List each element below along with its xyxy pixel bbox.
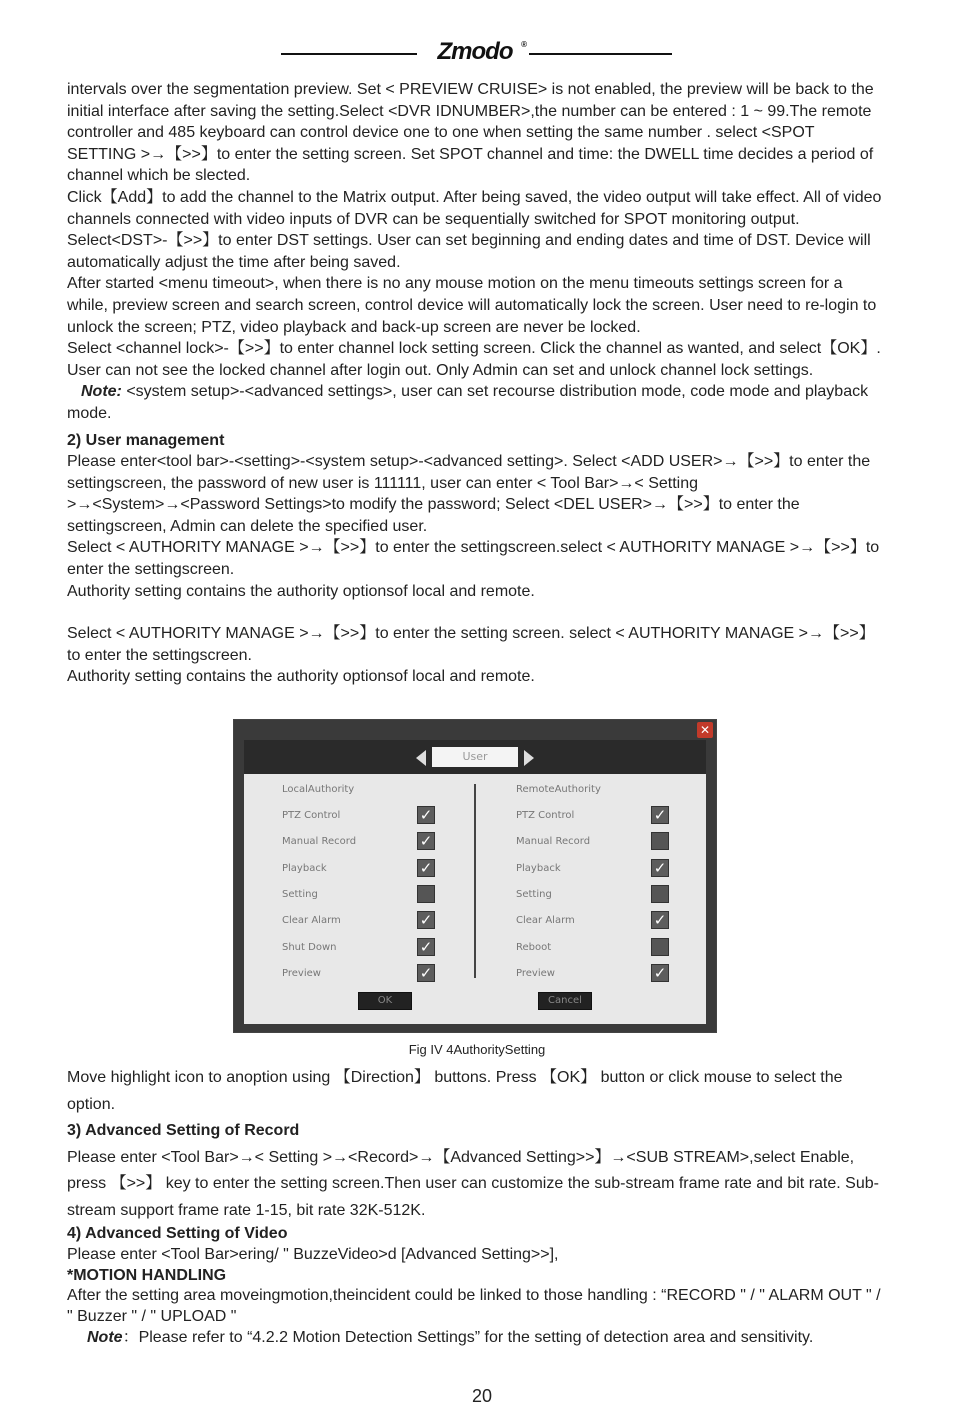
note-separator: ： — [122, 1328, 139, 1346]
dialog-titlebar — [234, 720, 716, 740]
local-authority-row-label: Playback — [282, 862, 327, 874]
local-authority-row-label: Manual Record — [282, 836, 357, 848]
local-authority-row-label: Setting — [282, 888, 318, 900]
cancel-button[interactable]: Cancel — [538, 992, 592, 1010]
remote-authority-checkbox[interactable]: ✓ — [651, 859, 669, 877]
paragraph: After started <menu timeout>, when there is no any mouse motion on the menu timeouts settings screen for a while, preview screen and search screen, control device will automatically lock the screen. User need to re-login to unlock the screen; PTZ, video playback and back-up screen are never be locked. — [67, 275, 877, 336]
paragraph: Select <channel lock>-【>>】to enter channel lock setting screen. Click the channel as wanted, and select【OK】. User can not see the locked channel after login out. Only Admin can set and unlock channel lock settings. — [67, 340, 881, 379]
paragraph: Select < AUTHORITY MANAGE >→【>>】to enter the settingscreen.select < AUTHORITY MANAGE >→【>>】to enter the settingscreen. — [67, 539, 880, 579]
arrow-right-icon[interactable] — [524, 750, 534, 766]
local-authority-checkbox[interactable]: ✓ — [417, 938, 435, 956]
paragraph: Please enter <Tool Bar>ering/ " BuzzeVideo>d [Advanced Setting>>], — [67, 1245, 559, 1263]
paragraph: Move highlight icon to anoption using 【Direction】 buttons. Press 【OK】 button or click mouse to select the option. — [67, 1069, 843, 1113]
dialog-frame-left — [234, 740, 244, 1032]
close-icon[interactable]: ✕ — [697, 722, 713, 738]
paragraph: Please enter <Tool Bar>→< Setting >→<Record>→【Advanced Setting>>】→<SUB STREAM>,select Enable, press 【>>】 key to enter the setting screen.Then user can customize the sub-stream frame rate and bit rate. Sub-stream support frame rate 1-15, bit rate 32K-512K. — [67, 1148, 879, 1219]
user-select-field[interactable]: User — [432, 747, 518, 767]
remote-authority-title: RemoteAuthority — [516, 784, 601, 795]
local-authority-checkbox[interactable]: ✓ — [417, 859, 435, 877]
ok-button[interactable]: OK — [358, 992, 412, 1010]
local-authority-row-label: Shut Down — [282, 941, 337, 953]
paragraph: After the setting area moveingmotion,theincident could be linked to those handling : “RECORD " / " ALARM OUT " / " Buzzer " / " UPLOAD " — [67, 1287, 881, 1326]
remote-authority-row-label: Playback — [516, 862, 561, 874]
remote-authority-checkbox[interactable]: ✓ — [651, 911, 669, 929]
note-label: Note: — [81, 383, 122, 401]
local-authority-row-label: Preview — [282, 967, 321, 979]
remote-authority-row-label: PTZ Control — [516, 810, 575, 821]
paragraph: Select < AUTHORITY MANAGE >→【>>】to enter the setting screen. select < AUTHORITY MANAGE >→【>>】to enter the settingscreen. — [67, 625, 875, 664]
remote-authority-checkbox[interactable]: ✓ — [651, 964, 669, 982]
note-text: Please refer to “4.2.2 Motion Detection Settings” for the setting of detection area and sensitivity. — [138, 1328, 814, 1346]
paragraph: Click【Add】to add the channel to the Matrix output. After being saved, the video output will take effect. All of video channels connected with video inputs of DVR can be sequentially switched for SPOT monitoring output. — [67, 188, 882, 228]
remote-authority-row-label: Manual Record — [516, 836, 591, 848]
paragraph: Please enter<tool bar>-<setting>-<system setup>-<advanced setting>. Select <ADD USER>→【>>】to enter the settingscreen, the password of new user is 111111, user can enter < Tool Bar>→< Setting >→<System>→<Password Settings>to modify the password; Select <DEL USER>→【>>】to enter the settingscreen, Admin can delete the specified user. — [67, 453, 871, 535]
note-paragraph — [67, 1328, 887, 1349]
remote-authority-row-label: Reboot — [516, 941, 552, 953]
brand-logo: Zmodo ® — [437, 38, 526, 65]
note-label: Note — [87, 1328, 123, 1346]
dialog-frame-right — [706, 740, 716, 1032]
local-authority-checkbox[interactable] — [417, 885, 435, 903]
remote-authority-checkbox[interactable] — [651, 885, 669, 903]
paragraph: intervals over the segmentation preview. Set < PREVIEW CRUISE> is not enabled, the preview will be back to the initial interface after saving the setting.Select <DVR IDNUMBER>,the number can be entered : 1 ~ 99.The remote controller and 485 keyboard can control device one to one when setting the same number . select <SPOT SETTING >→【>>】to enter the setting screen. Set SPOT channel and time: the DWELL time decides a period of channel which be slected. — [67, 81, 874, 185]
local-authority-checkbox[interactable]: ✓ — [417, 964, 435, 982]
dialog-frame-bottom — [234, 1024, 716, 1032]
header-rule-right — [529, 53, 672, 55]
header-rule-left — [281, 53, 417, 55]
section-heading: 4) Advanced Setting of Video — [67, 1225, 288, 1242]
record-settings-text — [67, 1065, 887, 1224]
local-authority-title: LocalAuthority — [282, 784, 355, 795]
paragraph: Authority setting contains the authority optionsof local and remote. — [67, 668, 535, 686]
remote-authority-checkbox[interactable] — [651, 938, 669, 956]
local-authority-checkbox[interactable]: ✓ — [417, 911, 435, 929]
intro-text — [67, 79, 887, 688]
local-authority-row-label: Clear Alarm — [282, 915, 341, 927]
remote-authority-row-label: Setting — [516, 888, 552, 900]
arrow-left-icon[interactable] — [416, 750, 426, 766]
remote-authority-checkbox[interactable]: ✓ — [651, 806, 669, 824]
remote-authority-checkbox[interactable] — [651, 832, 669, 850]
subheading: *MOTION HANDLING — [67, 1266, 227, 1284]
section-heading: 2) User management — [67, 431, 225, 449]
page-number: 20 — [471, 1386, 493, 1406]
column-divider — [474, 784, 476, 978]
note-paragraph — [67, 381, 887, 424]
local-authority-checkbox[interactable]: ✓ — [417, 806, 435, 824]
remote-authority-row-label: Clear Alarm — [516, 915, 575, 927]
local-authority-row-label: PTZ Control — [282, 810, 341, 821]
paragraph: Authority setting contains the authority optionsof local and remote. — [67, 582, 535, 600]
video-settings-text — [67, 1224, 887, 1349]
note-text: <system setup>-<advanced settings>, user can set recourse distribution mode, code mode and playback mode. — [67, 383, 869, 422]
paragraph: Select<DST>-【>>】to enter DST settings. User can set beginning and ending dates and time of DST. Device will automatically adjust the time after being saved. — [67, 232, 871, 271]
authority-dialog-figure — [233, 719, 717, 1033]
local-authority-checkbox[interactable]: ✓ — [417, 832, 435, 850]
blank-line — [67, 602, 887, 623]
figure-caption: Fig IV 4AuthoritySetting — [408, 1042, 546, 1057]
section-heading: 3) Advanced Setting of Record — [67, 1122, 300, 1139]
remote-authority-row-label: Preview — [516, 967, 555, 979]
page-header — [0, 36, 954, 70]
